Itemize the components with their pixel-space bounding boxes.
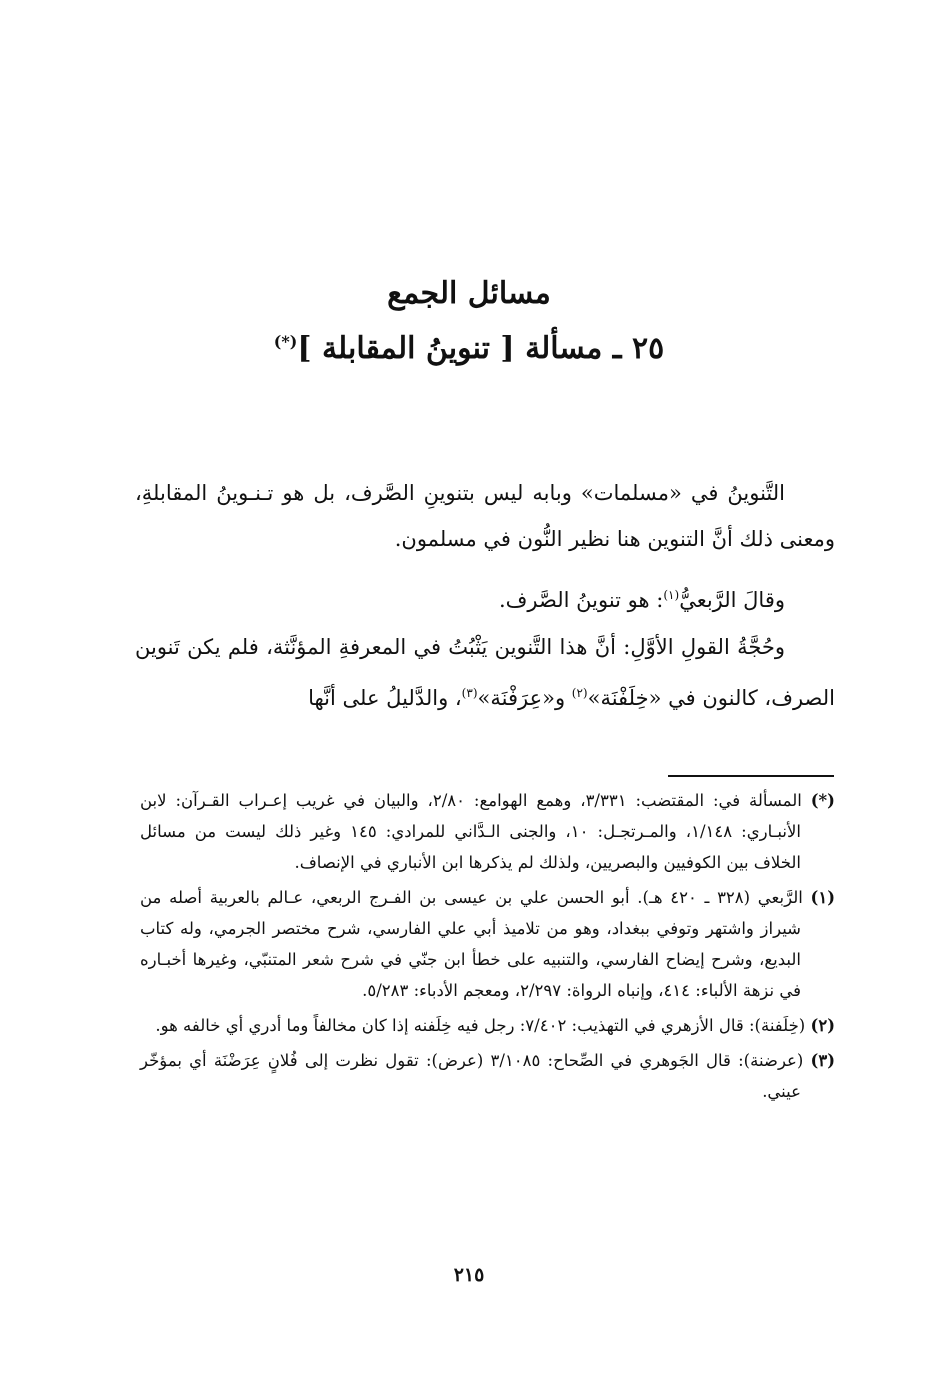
footnote-star (140, 785, 835, 878)
footnote-star-marker: (*) (810, 791, 835, 810)
footnote-ref-3: (٣) (461, 686, 478, 700)
paragraph-3-text-a: وحُجَّةُ القولِ الأوَّلِ: أنَّ هذا التَّنوين يَثْبُتُ في المعرفةِ المؤنَّثة، فلم يكن تَنوين الصرف، كالنون في «خِلَفْنَة» (135, 635, 835, 710)
paragraph-2 (135, 572, 835, 623)
page-number: ٢١٥ (453, 1264, 485, 1286)
issue-title (0, 320, 938, 371)
paragraph-1: التَّنوينُ في «مسلمات» وبابه ليس بتنوينِ الصَّرف، بل هو تـنـوينُ المقابلةِ، ومعنى ذلك أنَّ التنوين هنا نظير النُّون في مسلمون. (135, 481, 835, 551)
footnote-2-marker: (٢) (810, 1016, 835, 1035)
footnote-1 (140, 882, 835, 1006)
paragraph-2-text-a: وقالَ الرَّبعيُّ (679, 588, 785, 612)
footnote-2-text: (خِلَفنة): قال الأزهري في التهذيب: ٧/٤٠٢: رجل فيه خِلَفنه إذا كان مخالفاً وما أدري أي خالفه هو. (155, 1016, 811, 1035)
footnote-ref-2: (٢) (571, 686, 588, 700)
issue-footnote-marker: (*) (273, 332, 298, 351)
section-title: مسائل الجمع (387, 276, 551, 311)
footnotes (140, 785, 835, 1111)
footnote-1-marker: (١) (810, 888, 836, 907)
issue-title-text: ٢٥ ـ مسألة [ تنوينُ المقابلة ] (297, 331, 665, 366)
footnote-3 (140, 1045, 835, 1107)
footnote-star-text: المسألة في: المقتضب: ٣/٣٣١، وهمع الهوامع: ٢/٨٠، والبيان في غريب إعـراب القـرآن: لابن الأنبـاري: ١/١٤٨، والمـرتجـل: ١٠، والجنى الـدَّاني للمرادي: ١٤٥ وغير ذلك ليست من مسائل الخلاف بين الكوفيين والبصريين، ولذلك لم يذكرها ابن الأنباري في الإنصاف. (140, 791, 811, 872)
footnote-1-text: الرَّبعي (٣٢٨ ـ ٤٢٠ هـ). أبو الحسن علي بن عيسى بن الفـرج الربعي، عـالم بالعربية أصله من شيراز واشتهر وتوفي ببغداد، وهو من تلاميذ أبي علي الفارسي، شرح مختصر الجرمي، وله كتاب البديع، وشرح إيضاح الفارسي، والتنبيه على خطأ ابن جنّي في شرح شعر المتنبّي، وغيرها أخبـاره في نزهة الألباء: ٤١٤، وإنباه الرواة: ٢/٢٩٧، ومعجم الأدباء: ٥/٢٨٣. (140, 888, 811, 1000)
footnote-3-marker: (٣) (810, 1051, 836, 1070)
paragraph-3 (135, 624, 835, 721)
footnote-divider (668, 775, 834, 777)
paragraph-3-text-b: و«عِرَفْنَة» (477, 686, 572, 710)
footnote-3-text: (عرضنة): قال الجَوهري في الصِّحاح: ٣/١٠٨٥ (عرض): تقول نظرت إلى فُلانٍ عِرَضْنَة أي بمؤخّر عيني. (140, 1051, 811, 1101)
paragraph-3-text-c: ، والدَّليلُ على أنَّها (308, 686, 462, 710)
footnote-ref-1: (١) (663, 588, 680, 602)
paragraph-2-text-b: : هو تنوينُ الصَّرف. (498, 588, 664, 612)
footnote-2 (140, 1010, 835, 1041)
